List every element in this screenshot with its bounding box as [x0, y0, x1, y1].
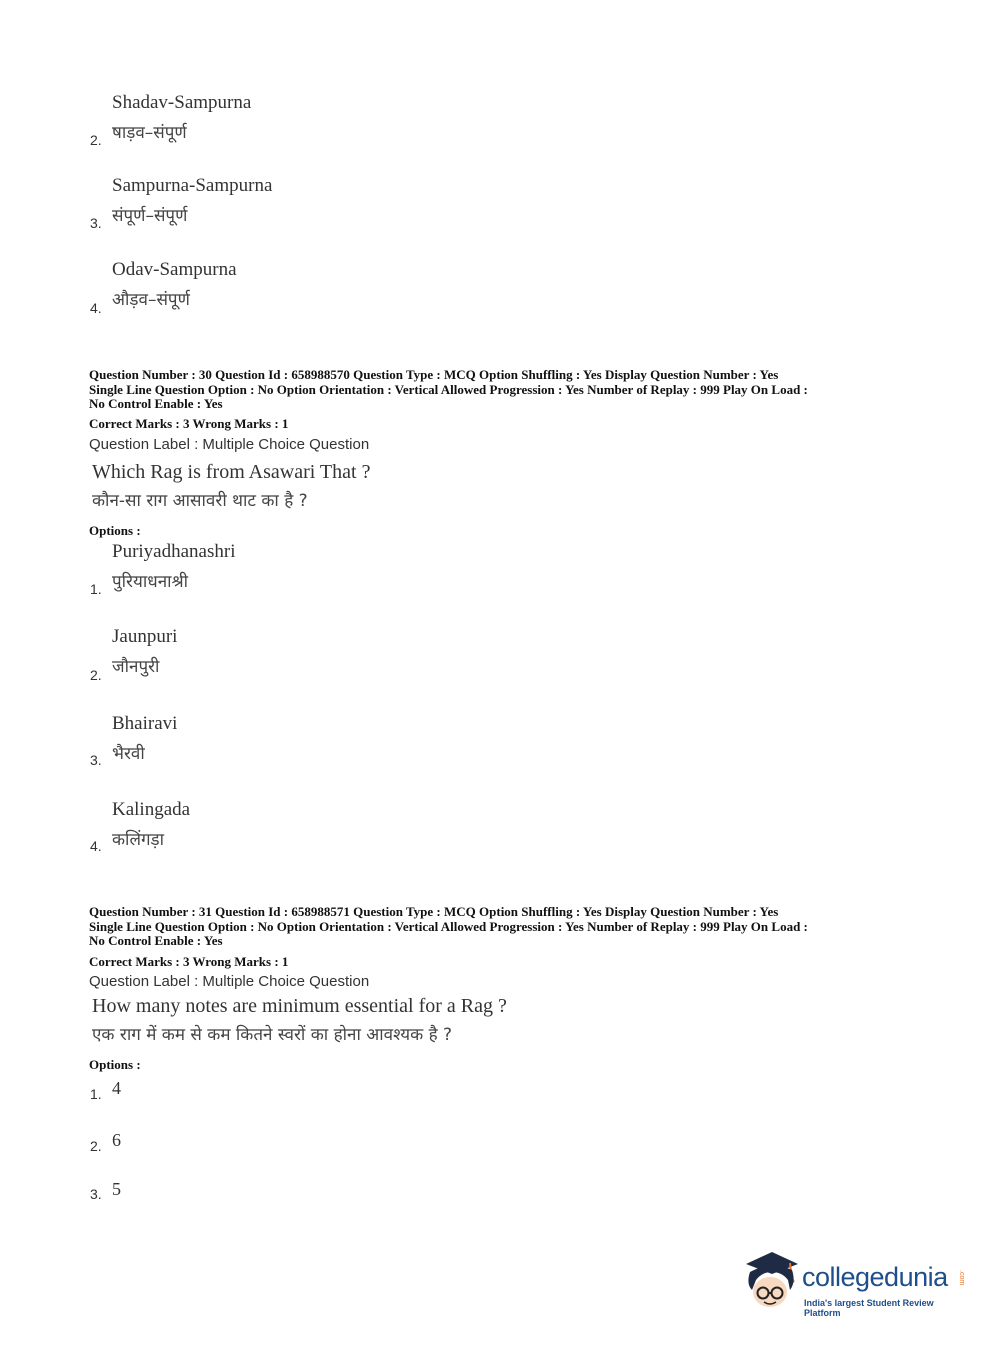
question-31-options-header: Options :	[89, 1057, 141, 1072]
question-31-text-hi: एक राग में कम से कम कितने स्वरों का होना आवश्यक है ?	[92, 1025, 453, 1045]
question-30-text-hi: कौन-सा राग आसावरी थाट का है ?	[92, 491, 308, 511]
meta-line: No Control Enable : Yes	[89, 396, 223, 411]
option-text-hi: कलिंगड़ा	[112, 830, 165, 850]
question-30-label: Question Label : Multiple Choice Question	[89, 436, 370, 453]
option-value: 4	[112, 1078, 121, 1098]
option-value: 6	[112, 1130, 121, 1150]
question-31-meta	[89, 905, 919, 949]
question-31-marks: Correct Marks : 3 Wrong Marks : 1	[89, 954, 289, 969]
question-30-marks: Correct Marks : 3 Wrong Marks : 1	[89, 416, 289, 431]
meta-line: No Control Enable : Yes	[89, 933, 223, 948]
mascot-icon	[742, 1250, 800, 1312]
option-text-hi: संपूर्ण–संपूर्ण	[112, 206, 188, 226]
option-text-en: Kalingada	[112, 799, 191, 820]
meta-line: Single Line Question Option : No Option Orientation : Vertical Allowed Progression : Yes Number of Replay : 999 Play On Load :	[89, 918, 808, 934]
option-text-hi: षाड़व–संपूर्ण	[112, 123, 187, 143]
option-value: 5	[112, 1179, 121, 1199]
option-text-en: Puriyadhanashri	[112, 541, 236, 562]
option-text-hi: जौनपुरी	[112, 657, 160, 677]
meta-line: Question Number : 31 Question Id : 658988571 Question Type : MCQ Option Shuffling : Yes Display Question Number : Yes	[89, 904, 779, 919]
option-number: 1.	[90, 581, 102, 597]
option-text-en: Bhairavi	[112, 713, 178, 734]
option-number: 3.	[90, 752, 102, 768]
brand-tagline: India's largest Student Review Platform	[804, 1298, 934, 1318]
brand-suffix: .com	[958, 1270, 965, 1286]
option-number: 4.	[90, 300, 102, 316]
collegedunia-logo[interactable]	[742, 1248, 972, 1318]
option-text-hi: औड़व–संपूर्ण	[112, 290, 190, 310]
question-31-label: Question Label : Multiple Choice Question	[89, 973, 370, 990]
option-number: 2.	[90, 132, 102, 148]
option-text-en: Shadav-Sampurna	[112, 92, 252, 113]
option-number: 3.	[90, 1186, 102, 1202]
question-31-text-en: How many notes are minimum essential for a Rag ?	[92, 995, 507, 1017]
meta-line: Single Line Question Option : No Option Orientation : Vertical Allowed Progression : Yes Number of Replay : 999 Play On Load :	[89, 381, 808, 397]
option-number: 2.	[90, 667, 102, 683]
brand-name: collegedunia	[802, 1262, 948, 1292]
option-number: 4.	[90, 838, 102, 854]
question-30-options-header: Options :	[89, 523, 141, 538]
meta-line: Question Number : 30 Question Id : 658988570 Question Type : MCQ Option Shuffling : Yes Display Question Number : Yes	[89, 367, 779, 382]
option-text-hi: पुरियाधनाश्री	[112, 572, 189, 592]
option-number: 1.	[90, 1086, 102, 1102]
option-text-hi: भैरवी	[112, 744, 145, 764]
option-number: 2.	[90, 1138, 102, 1154]
option-text-en: Jaunpuri	[112, 626, 178, 647]
option-text-en: Sampurna-Sampurna	[112, 175, 273, 196]
question-30-meta	[89, 368, 919, 412]
question-30-text-en: Which Rag is from Asawari That ?	[92, 461, 371, 483]
option-text-en: Odav-Sampurna	[112, 259, 237, 280]
option-number: 3.	[90, 215, 102, 231]
